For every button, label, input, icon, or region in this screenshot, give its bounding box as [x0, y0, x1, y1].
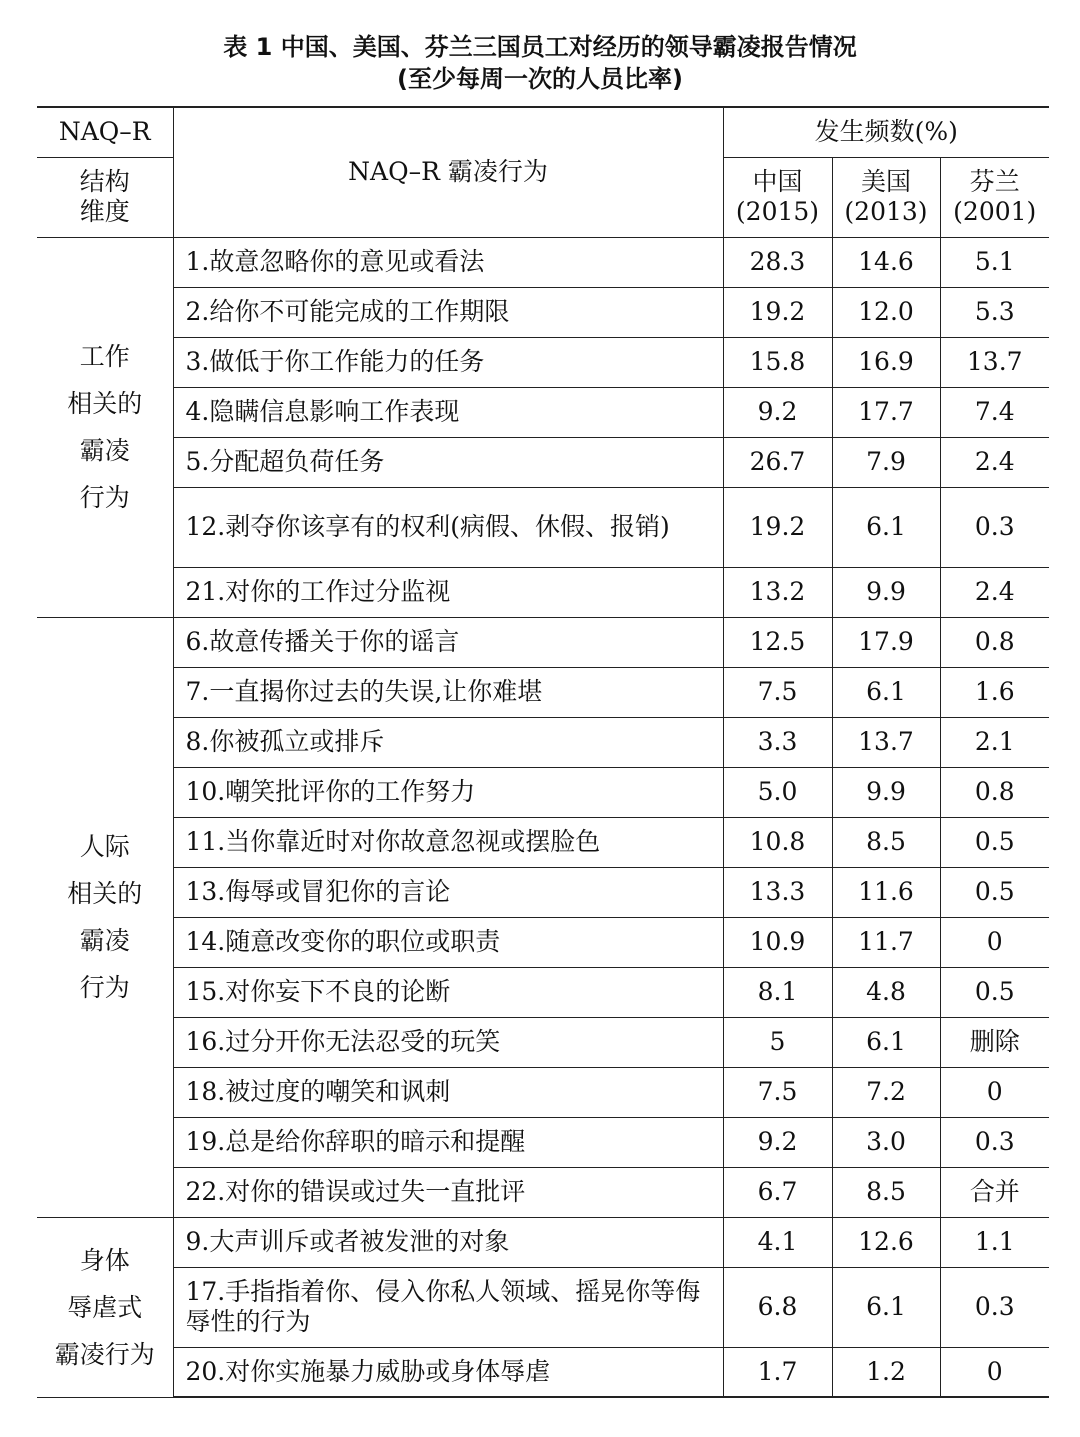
- country-header-finland: 芬兰 (2001): [940, 157, 1049, 237]
- behavior-item: 22.对你的错误或过失一直批评: [173, 1167, 723, 1217]
- value-usa: 4.8: [832, 967, 940, 1017]
- value-usa: 12.0: [832, 287, 940, 337]
- value-usa: 17.9: [832, 617, 940, 667]
- value-finland: 0: [940, 1347, 1049, 1397]
- value-usa: 9.9: [832, 767, 940, 817]
- table-row: [37, 817, 1049, 867]
- value-china: 7.5: [723, 667, 832, 717]
- value-finland: 0.8: [940, 617, 1049, 667]
- dimension-group-label: 身体 辱虐式 霸凌行为: [37, 1217, 173, 1397]
- behavior-item: 14.随意改变你的职位或职责: [173, 917, 723, 967]
- value-finland: 13.7: [940, 337, 1049, 387]
- value-china: 12.5: [723, 617, 832, 667]
- value-usa: 1.2: [832, 1347, 940, 1397]
- value-usa: 16.9: [832, 337, 940, 387]
- value-usa: 6.1: [832, 667, 940, 717]
- table-row: [37, 237, 1049, 287]
- table-row: [37, 967, 1049, 1017]
- value-usa: 7.9: [832, 437, 940, 487]
- value-usa: 6.1: [832, 1017, 940, 1067]
- dimension-group-label: 工作 相关的 霸凌 行为: [37, 237, 173, 617]
- behavior-item: 3.做低于你工作能力的任务: [173, 337, 723, 387]
- table-row: [37, 1347, 1049, 1397]
- value-finland: 0.3: [940, 1267, 1049, 1347]
- behavior-header: NAQ–R 霸凌行为: [173, 107, 723, 237]
- value-usa: 3.0: [832, 1117, 940, 1167]
- table-row: [37, 1267, 1049, 1347]
- table-row: [37, 617, 1049, 667]
- value-china: 13.2: [723, 567, 832, 617]
- value-china: 1.7: [723, 1347, 832, 1397]
- value-finland: 2.1: [940, 717, 1049, 767]
- value-finland: 合并: [940, 1167, 1049, 1217]
- behavior-item: 16.过分开你无法忍受的玩笑: [173, 1017, 723, 1067]
- value-usa: 17.7: [832, 387, 940, 437]
- behavior-item: 2.给你不可能完成的工作期限: [173, 287, 723, 337]
- frequency-header: 发生频数(%): [723, 107, 1049, 157]
- value-finland: 5.3: [940, 287, 1049, 337]
- table-row: [37, 717, 1049, 767]
- behavior-item: 15.对你妄下不良的论断: [173, 967, 723, 1017]
- behavior-item: 20.对你实施暴力威胁或身体辱虐: [173, 1347, 723, 1397]
- value-usa: 8.5: [832, 1167, 940, 1217]
- value-china: 5: [723, 1017, 832, 1067]
- behavior-item: 7.一直揭你过去的失误,让你难堪: [173, 667, 723, 717]
- value-china: 8.1: [723, 967, 832, 1017]
- table-row: [37, 1017, 1049, 1067]
- value-usa: 12.6: [832, 1217, 940, 1267]
- behavior-item: 12.剥夺你该享有的权利(病假、休假、报销): [173, 487, 723, 567]
- table-row: [37, 667, 1049, 717]
- value-china: 9.2: [723, 387, 832, 437]
- behavior-item: 18.被过度的嘲笑和讽刺: [173, 1067, 723, 1117]
- bullying-table: [37, 106, 1049, 1398]
- behavior-item: 6.故意传播关于你的谣言: [173, 617, 723, 667]
- value-china: 4.1: [723, 1217, 832, 1267]
- value-usa: 7.2: [832, 1067, 940, 1117]
- value-usa: 6.1: [832, 1267, 940, 1347]
- table-row: [37, 487, 1049, 567]
- value-finland: 0.8: [940, 767, 1049, 817]
- behavior-item: 1.故意忽略你的意见或看法: [173, 237, 723, 287]
- value-usa: 9.9: [832, 567, 940, 617]
- behavior-item: 4.隐瞒信息影响工作表现: [173, 387, 723, 437]
- value-finland: 1.6: [940, 667, 1049, 717]
- country-header-china: 中国 (2015): [723, 157, 832, 237]
- table-row: [37, 387, 1049, 437]
- value-china: 13.3: [723, 867, 832, 917]
- value-china: 9.2: [723, 1117, 832, 1167]
- value-finland: 0: [940, 917, 1049, 967]
- behavior-item: 21.对你的工作过分监视: [173, 567, 723, 617]
- table-row: [37, 337, 1049, 387]
- naq-r-header: NAQ–R: [37, 107, 173, 157]
- value-usa: 8.5: [832, 817, 940, 867]
- value-usa: 11.7: [832, 917, 940, 967]
- behavior-item: 5.分配超负荷任务: [173, 437, 723, 487]
- table-row: [37, 437, 1049, 487]
- behavior-item: 11.当你靠近时对你故意忽视或摆脸色: [173, 817, 723, 867]
- table-row: [37, 767, 1049, 817]
- value-china: 19.2: [723, 487, 832, 567]
- table-row: [37, 1217, 1049, 1267]
- value-usa: 13.7: [832, 717, 940, 767]
- value-china: 5.0: [723, 767, 832, 817]
- value-china: 7.5: [723, 1067, 832, 1117]
- value-finland: 0.5: [940, 967, 1049, 1017]
- value-china: 15.8: [723, 337, 832, 387]
- country-header-usa: 美国 (2013): [832, 157, 940, 237]
- dimension-group-label: 人际 相关的 霸凌 行为: [37, 617, 173, 1217]
- value-china: 28.3: [723, 237, 832, 287]
- dimension-header: 结构 维度: [37, 157, 173, 237]
- value-finland: 0: [940, 1067, 1049, 1117]
- value-usa: 11.6: [832, 867, 940, 917]
- behavior-item: 8.你被孤立或排斥: [173, 717, 723, 767]
- value-usa: 6.1: [832, 487, 940, 567]
- value-finland: 0.3: [940, 487, 1049, 567]
- value-usa: 14.6: [832, 237, 940, 287]
- value-finland: 2.4: [940, 437, 1049, 487]
- table-row: [37, 1167, 1049, 1217]
- value-china: 10.9: [723, 917, 832, 967]
- table-row: [37, 1117, 1049, 1167]
- behavior-item: 17.手指指着你、侵入你私人领域、摇晃你等侮辱性的行为: [173, 1267, 723, 1347]
- value-finland: 1.1: [940, 1217, 1049, 1267]
- value-finland: 删除: [940, 1017, 1049, 1067]
- behavior-item: 13.侮辱或冒犯你的言论: [173, 867, 723, 917]
- value-finland: 0.3: [940, 1117, 1049, 1167]
- table-row: [37, 567, 1049, 617]
- value-china: 19.2: [723, 287, 832, 337]
- table-title: 表 1 中国、美国、芬兰三国员工对经历的领导霸凌报告情况: [223, 33, 857, 61]
- value-china: 6.8: [723, 1267, 832, 1347]
- table-row: [37, 867, 1049, 917]
- table-row: [37, 917, 1049, 967]
- value-china: 10.8: [723, 817, 832, 867]
- table-row: [37, 287, 1049, 337]
- table-subtitle: (至少每周一次的人员比率): [397, 65, 683, 93]
- value-finland: 0.5: [940, 817, 1049, 867]
- behavior-item: 10.嘲笑批评你的工作努力: [173, 767, 723, 817]
- behavior-item: 9.大声训斥或者被发泄的对象: [173, 1217, 723, 1267]
- behavior-item: 19.总是给你辞职的暗示和提醒: [173, 1117, 723, 1167]
- value-finland: 0.5: [940, 867, 1049, 917]
- value-china: 6.7: [723, 1167, 832, 1217]
- value-china: 26.7: [723, 437, 832, 487]
- value-finland: 5.1: [940, 237, 1049, 287]
- value-finland: 7.4: [940, 387, 1049, 437]
- table-row: [37, 1067, 1049, 1117]
- header-row-1: [37, 107, 1049, 157]
- value-finland: 2.4: [940, 567, 1049, 617]
- value-china: 3.3: [723, 717, 832, 767]
